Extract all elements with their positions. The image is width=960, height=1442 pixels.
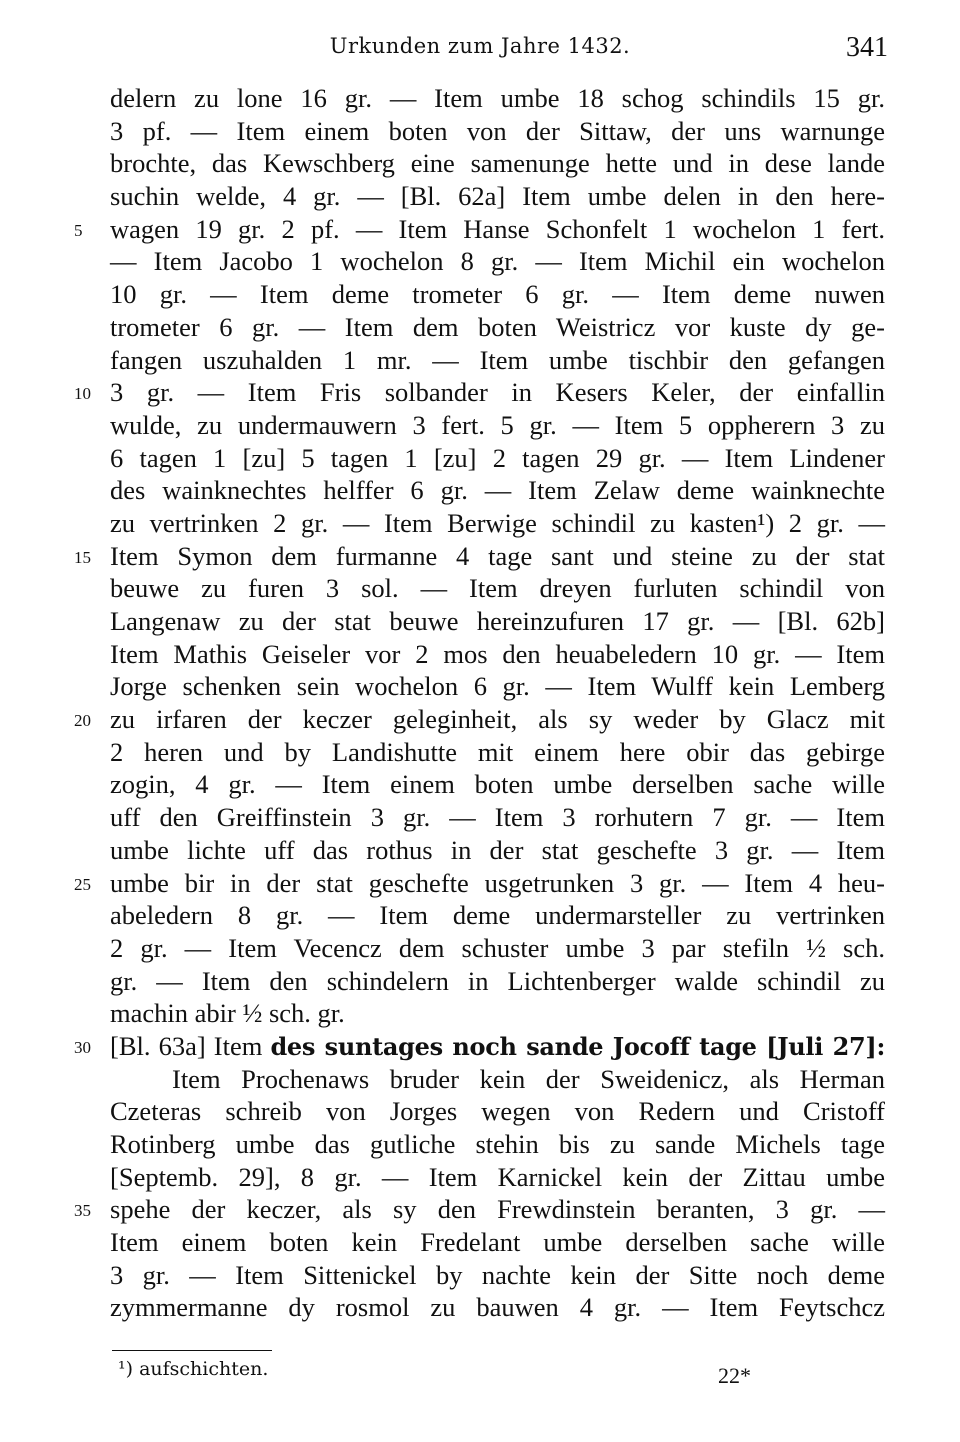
text-line	[110, 474, 885, 507]
main-text	[74, 82, 886, 1324]
text-line	[110, 605, 885, 638]
line-text: [Septemb. 29], 8 gr. — Item Karnickel kein der Zittau umbe	[110, 1161, 885, 1192]
text-line	[110, 245, 885, 278]
text-line	[74, 703, 885, 736]
text-line	[110, 997, 885, 1030]
body-paragraph	[74, 82, 885, 1030]
text-line	[110, 311, 885, 344]
line-number: 5	[74, 220, 83, 240]
text-line	[110, 932, 885, 965]
page-header	[0, 30, 960, 70]
line-number: 30	[74, 1037, 91, 1057]
section-paragraph	[74, 1063, 885, 1325]
footnote-rule	[112, 1350, 272, 1351]
line-number: 10	[74, 384, 91, 404]
text-line	[110, 180, 885, 213]
line-text: wagen 19 gr. 2 pf. — Item Hanse Schonfelt 1 wochelon 1 fert.	[110, 213, 885, 244]
text-line	[110, 572, 885, 605]
line-text: Langenaw zu der stat beuwe hereinzufuren 17 gr. — [Bl. 62b]	[110, 606, 885, 636]
line-text: 6 tagen 1 [zu] 5 tagen 1 [zu] 2 tagen 29 gr. — Item Lindener	[110, 442, 885, 473]
text-line	[110, 409, 885, 442]
line-text: machin abir ½ sch. gr.	[110, 998, 345, 1029]
text-line	[74, 213, 885, 246]
line-text: Czeteras schreib von Jorges wegen von Redern und Cristoff	[110, 1096, 885, 1127]
text-line	[110, 278, 885, 311]
line-text: 2 gr. — Item Vecencz dem schuster umbe 3 par stefiln ½ sch.	[110, 932, 885, 963]
line-text: Jorge schenken sein wochelon 6 gr. — Item Wulff kein Lemberg	[110, 671, 885, 702]
line-number: 20	[74, 711, 91, 731]
line-text: uff den Greiffinstein 3 gr. — Item 3 rorhutern 7 gr. — Item	[110, 802, 885, 833]
text-line	[110, 638, 885, 671]
text-line	[74, 867, 885, 900]
line-text: 3 pf. — Item einem boten von der Sittaw, der uns warnunge	[110, 115, 885, 146]
text-line	[110, 147, 885, 180]
text-line	[110, 1226, 885, 1259]
heading-prefix: [Bl. 63a] Item	[110, 1030, 263, 1061]
line-text: des wainknechtes helffer 6 gr. — Item Zelaw deme wainknechte	[110, 475, 885, 506]
text-line	[74, 376, 885, 409]
line-text: 2 heren und by Landishutte mit einem here obir das gebirge	[110, 736, 885, 767]
line-text: trometer 6 gr. — Item dem boten Weistricz vor kuste dy ge-	[110, 311, 885, 342]
text-line	[110, 736, 885, 769]
running-title: Urkunden zum Jahre 1432.	[329, 34, 631, 58]
text-line	[110, 82, 885, 115]
line-text: brochte, das Kewschberg eine samenunge hette und in dese lande	[110, 148, 885, 179]
line-text: abeledern 8 gr. — Item deme undermarsteller zu vertrinken	[110, 900, 885, 931]
line-text: zu irfaren der keczer geleginheit, als sy weder by Glacz mit	[110, 704, 885, 735]
heading-bold: des suntages noch sande Jocoff tage [Juli 27]:	[270, 1031, 886, 1061]
text-line	[110, 834, 885, 867]
line-text: beuwe zu furen 3 sol. — Item dreyen furluten schindil von	[110, 573, 885, 604]
line-text: — Item Jacobo 1 wochelon 8 gr. — Item Michil ein wochelon	[110, 246, 885, 277]
line-text: zu vertrinken 2 gr. — Item Berwige schindil zu kasten¹) 2 gr. —	[110, 507, 885, 538]
line-text: Item Prochenaws bruder kein der Sweidenicz, als Herman	[172, 1063, 885, 1094]
text-line	[74, 1193, 885, 1226]
text-line	[110, 1259, 885, 1292]
line-text: Item Mathis Geiseler vor 2 mos den heuabeledern 10 gr. — Item	[110, 638, 885, 669]
line-text: 10 gr. — Item deme trometer 6 gr. — Item deme nuwen	[110, 279, 885, 310]
line-text: Rotinberg umbe das gutliche stehin bis zu sande Michels tage	[110, 1129, 885, 1159]
line-text: Item Symon dem furmanne 4 tage sant und steine zu der stat	[110, 540, 885, 571]
line-number: 15	[74, 547, 91, 567]
line-text: spehe der keczer, als sy den Frewdinstein beranten, 3 gr. —	[110, 1194, 885, 1225]
line-text: umbe bir in der stat geschefte usgetrunken 3 gr. — Item 4 heu-	[110, 867, 885, 898]
line-text: zogin, 4 gr. — Item einem boten umbe derselben sache wille	[110, 769, 885, 800]
line-text: fangen uszuhalden 1 mr. — Item umbe tischbir den gefangen	[110, 344, 885, 375]
line-text: zymmermanne dy rosmol zu bauwen 4 gr. — Item Feytschcz	[110, 1292, 885, 1323]
text-line	[110, 1291, 885, 1324]
text-line	[110, 965, 885, 998]
line-text: suchin welde, 4 gr. — [Bl. 62a] Item umbe delen in den here-	[110, 181, 885, 212]
section-heading	[74, 1030, 886, 1063]
line-text: wulde, zu undermauwern 3 fert. 5 gr. — Item 5 oppherern 3 zu	[110, 409, 885, 440]
line-text: umbe lichte uff das rothus in der stat geschefte 3 gr. — Item	[110, 834, 885, 865]
text-line	[74, 540, 885, 573]
line-text: gr. — Item den schindelern in Lichtenberger walde schindil zu	[110, 965, 885, 996]
line-number: 25	[74, 874, 91, 894]
text-line	[110, 344, 885, 377]
page-number: 341	[846, 32, 888, 63]
line-text: 3 gr. — Item Fris solbander in Kesers Keler, der einfallin	[110, 377, 885, 408]
text-line	[110, 1128, 885, 1161]
text-line	[110, 768, 885, 801]
text-line	[110, 670, 885, 703]
text-line	[110, 507, 885, 540]
text-line	[110, 1161, 885, 1194]
signature-mark: 22*	[718, 1363, 751, 1388]
line-text: Item einem boten kein Fredelant umbe derselben sache wille	[110, 1227, 885, 1258]
text-line	[110, 899, 885, 932]
footnote: ¹) aufschichten.	[118, 1358, 269, 1380]
text-line	[110, 1095, 885, 1128]
line-number: 35	[74, 1201, 91, 1221]
text-line	[110, 115, 885, 148]
line-text: delern zu lone 16 gr. — Item umbe 18 schog schindils 15 gr.	[110, 83, 885, 113]
line-text: 3 gr. — Item Sittenickel by nachte kein der Sitte noch deme	[110, 1259, 885, 1290]
text-line	[110, 801, 885, 834]
text-line	[110, 1063, 885, 1096]
text-line	[110, 442, 885, 475]
